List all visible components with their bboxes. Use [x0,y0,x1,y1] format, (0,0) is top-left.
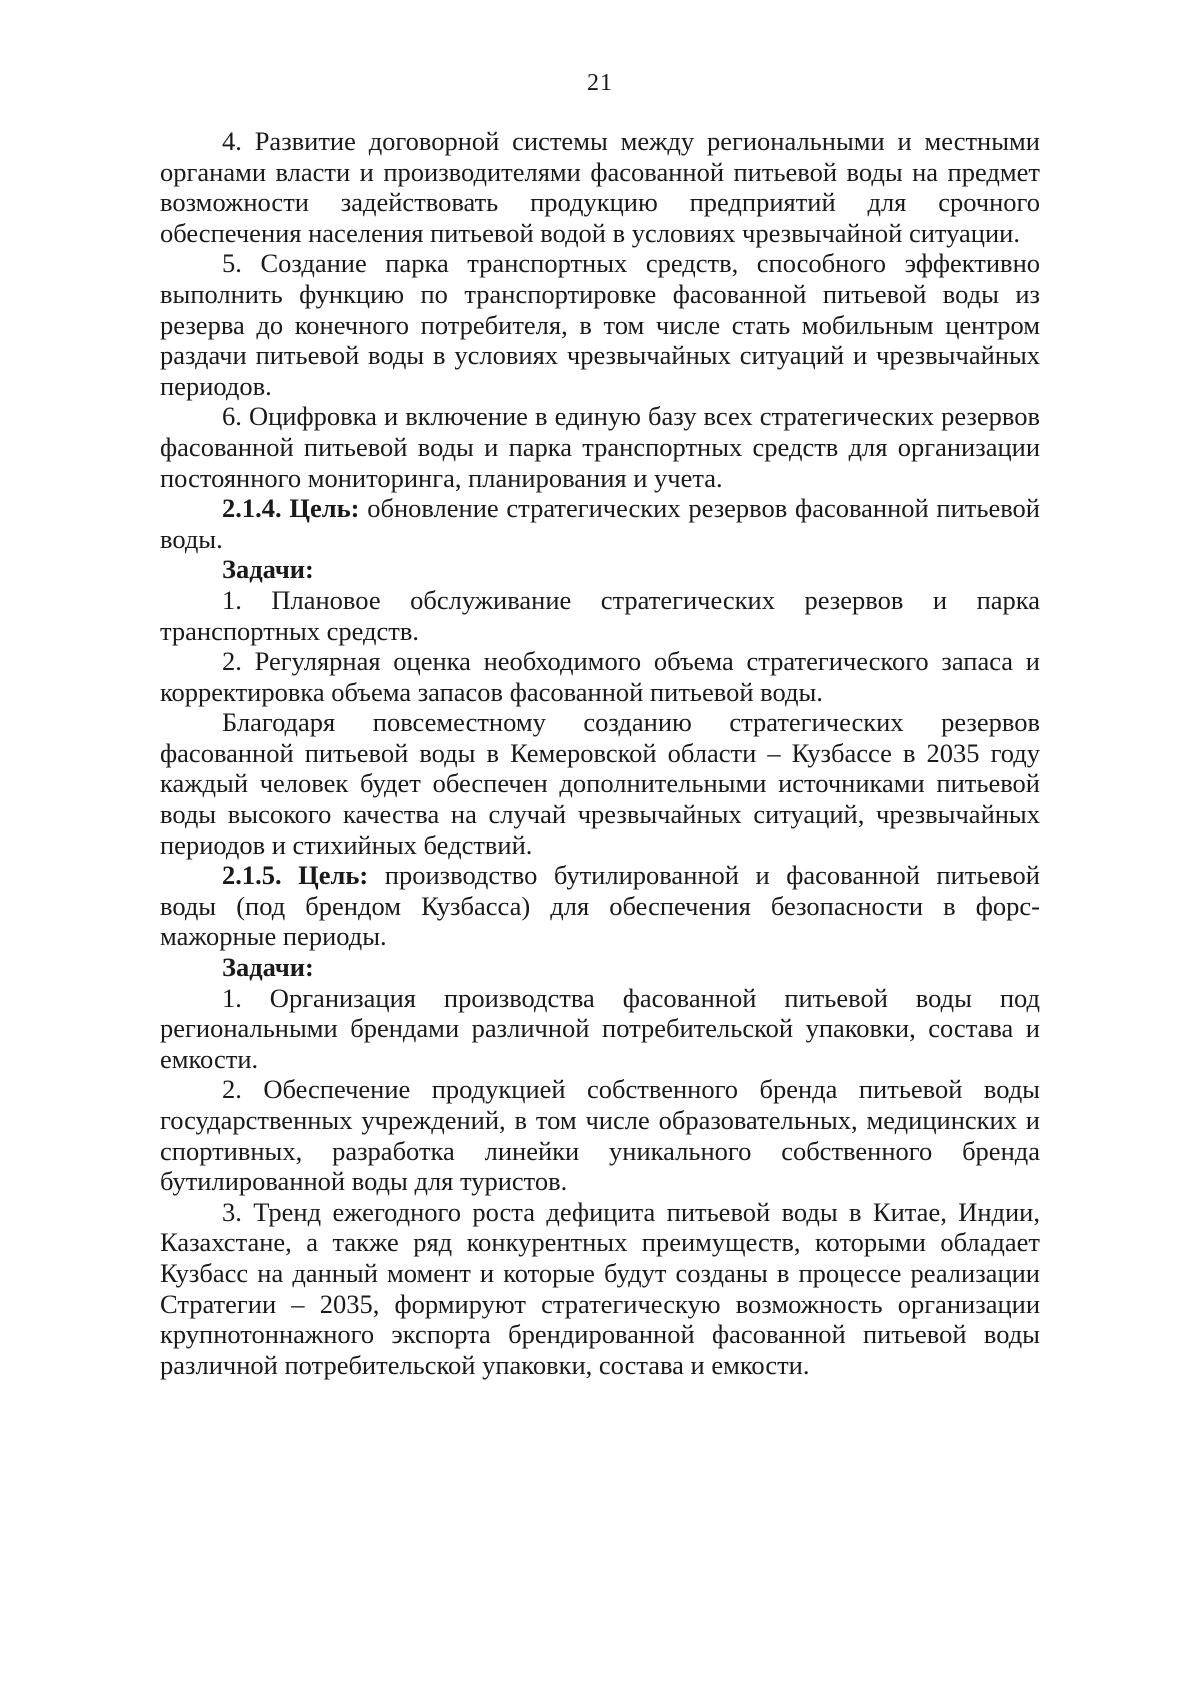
task-2-1-5-item-3: 3. Тренд ежегодного роста дефицита питьевой воды в Китае, Индии, Казахстане, а также ряд конкурентных преимуществ, которыми обладает Кузбасс на данный момент и которые будут созданы в процессе реализации Стратегии – 2035, формируют стратегическую возможность организации крупнотоннажного экспорта брендированной фасованной питьевой воды различной потребительской упаковки, состава и емкости. [160,1196,1040,1380]
task-2-1-5-item-2: 2. Обеспечение продукцией собственного бренда питьевой воды государственных учреждений, в том числе образовательных, медицинских и спортивных, разработка линейки уникального собственного бренда бутилированной воды для туристов. [160,1074,1040,1197]
tasks-heading-1: Задачи: [222,554,314,585]
page-number: 21 [587,70,613,96]
goal-2-1-4-label: 2.1.4. Цель: [222,493,360,524]
task-2-1-5-item-1: 1. Организация производства фасованной питьевой воды под региональными брендами различной потребительской упаковки, состава и емкости. [160,982,1040,1074]
paragraph-task-4: 4. Развитие договорной системы между региональными и местными органами власти и производителями фасованной питьевой воды на предмет возможности задействовать продукцию предприятий для срочного обеспечения населения питьевой водой в условиях чрезвычайной ситуации. [160,126,1040,248]
task-2-1-4-item-1: 1. Плановое обслуживание стратегических резервов и парка транспортных средств. [160,584,1040,646]
goal-2-1-5-label: 2.1.5. Цель: [222,860,369,891]
task-2-1-4-item-2: 2. Регулярная оценка необходимого объема стратегического запаса и корректировка объема запасов фасованной питьевой воды. [160,646,1040,707]
goal-2-1-5-text: производство бутилированной и фасованной питьевой воды (под брендом Кузбасса) для обеспечения безопасности в форс-мажорные периоды. [160,860,1040,952]
document-body [160,126,1040,1380]
goal-2-1-4 [160,493,1040,554]
summary-paragraph: Благодаря повсеместному созданию стратегических резервов фасованной питьевой воды в Кемеровской области – Кузбассе в 2035 году каждый человек будет обеспечен дополнительными источниками питьевой воды высокого качества на случай чрезвычайных ситуаций, чрезвычайных периодов и стихийных бедствий. [160,707,1040,860]
tasks-heading-2: Задачи: [222,952,314,983]
goal-2-1-4-text: обновление стратегических резервов фасованной питьевой воды. [160,493,1040,554]
paragraph-task-6: 6. Оцифровка и включение в единую базу всех стратегических резервов фасованной питьевой воды и парка транспортных средств для организации постоянного мониторинга, планирования и учета. [160,401,1040,493]
paragraph-task-5: 5. Создание парка транспортных средств, способного эффективно выполнить функцию по транспортировке фасованной питьевой воды из резерва до конечного потребителя, в том числе стать мобильным центром раздачи питьевой воды в условиях чрезвычайных ситуаций и чрезвычайных периодов. [160,248,1040,401]
goal-2-1-5 [160,860,1040,952]
